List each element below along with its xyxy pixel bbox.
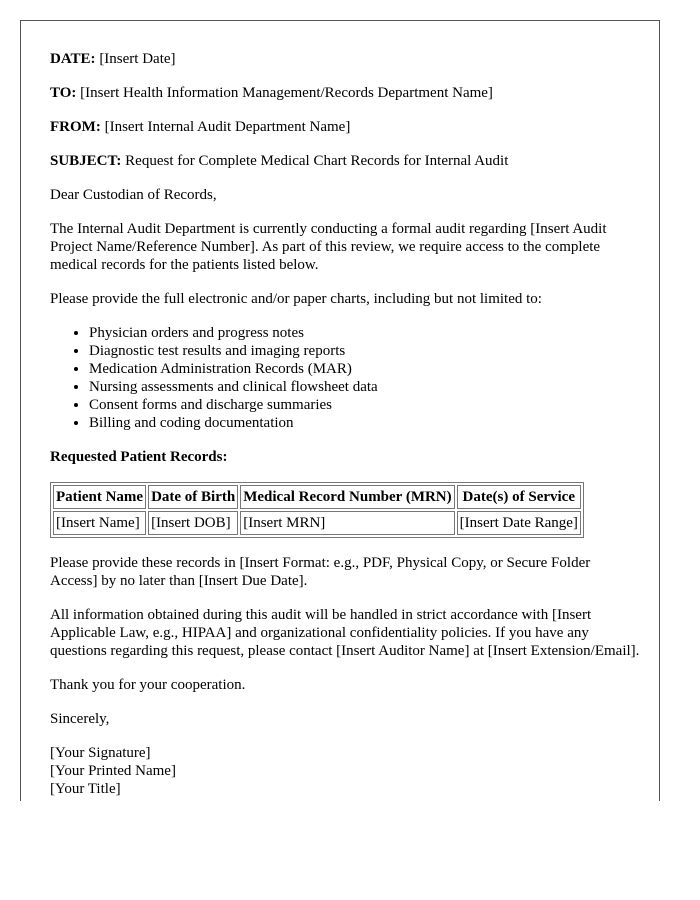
- cell-dates-of-service: [Insert Date Range]: [457, 511, 581, 535]
- format-request-paragraph: Please provide these records in [Insert Format: e.g., PDF, Physical Copy, or Secure Folder Access] by no later than [Insert Due Date].: [50, 555, 591, 589]
- thanks-line: Thank you for your cooperation.: [50, 677, 246, 693]
- cell-mrn: [Insert MRN]: [240, 511, 454, 535]
- cell-patient-name: [Insert Name]: [53, 511, 146, 535]
- signature-block: [50, 744, 640, 798]
- subject-line: [50, 152, 640, 170]
- list-intro: Please provide the full electronic and/or paper charts, including but not limited to:: [50, 291, 542, 307]
- from-value: [Insert Internal Audit Department Name]: [100, 119, 351, 135]
- list-item: • Physician orders and progress notes: [89, 324, 640, 342]
- list-item: • Nursing assessments and clinical flowsheet data: [89, 378, 640, 396]
- to-line: [50, 84, 640, 102]
- list-item: • Medication Administration Records (MAR): [89, 360, 640, 378]
- signature-line: [Your Signature]: [50, 745, 151, 761]
- date-value: [Insert Date]: [95, 51, 176, 67]
- requested-items-list: [50, 324, 640, 432]
- letter-page: [20, 20, 660, 801]
- confidentiality-paragraph: All information obtained during this audit will be handled in strict accordance with [Insert Applicable Law, e.g., HIPAA] and organizational confidentiality policies. If you have any questions regarding this request, please contact [Insert Auditor Name] at [Insert Extension/Email].: [50, 607, 640, 659]
- cell-date-of-birth: [Insert DOB]: [148, 511, 238, 535]
- header-date-of-birth: Date of Birth: [148, 485, 238, 509]
- list-item: • Billing and coding documentation: [89, 414, 640, 432]
- table-header-row: [53, 485, 581, 509]
- header-mrn: Medical Record Number (MRN): [240, 485, 454, 509]
- list-item: • Consent forms and discharge summaries: [89, 396, 640, 414]
- records-heading: Requested Patient Records:: [50, 449, 228, 465]
- to-label: TO:: [50, 85, 77, 101]
- from-label: FROM:: [50, 119, 101, 135]
- subject-label: SUBJECT:: [50, 153, 122, 169]
- date-label: DATE:: [50, 51, 96, 67]
- intro-paragraph: The Internal Audit Department is currently conducting a formal audit regarding [Insert Audit Project Name/Reference Number]. As part of this review, we require access to the complete medical records for the patients listed below.: [50, 221, 607, 273]
- subject-value: Request for Complete Medical Chart Records for Internal Audit: [121, 153, 509, 169]
- letter-content: [50, 50, 640, 798]
- header-dates-of-service: Date(s) of Service: [457, 485, 581, 509]
- list-item: • Diagnostic test results and imaging reports: [89, 342, 640, 360]
- to-value: [Insert Health Information Management/Records Department Name]: [76, 85, 493, 101]
- printed-name-line: [Your Printed Name]: [50, 763, 176, 779]
- table-row: [53, 511, 581, 535]
- title-line: [Your Title]: [50, 781, 121, 797]
- closing-line: Sincerely,: [50, 711, 110, 727]
- from-line: [50, 118, 640, 136]
- patient-records-table: [50, 482, 584, 538]
- header-patient-name: Patient Name: [53, 485, 146, 509]
- salutation: Dear Custodian of Records,: [50, 187, 217, 203]
- date-line: [50, 50, 640, 68]
